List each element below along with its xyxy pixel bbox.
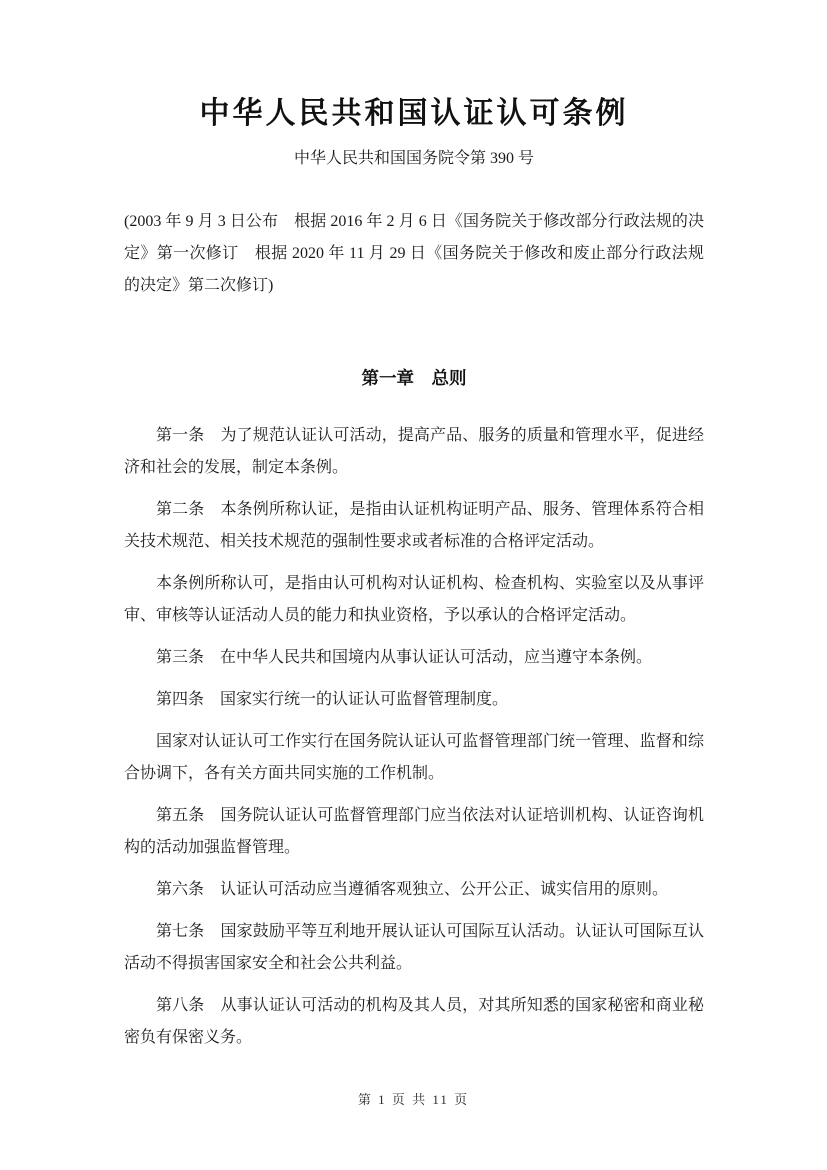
article-3: 第三条 在中华人民共和国境内从事认证认可活动，应当遵守本条例。 [156,649,653,666]
document-title: 中华人民共和国认证认可条例 [199,97,629,130]
article-4: 第四条 国家实行统一的认证认可监督管理制度。 [156,691,509,708]
article-7: 第七条 国家鼓励平等互利地开展认证认可国际互认活动。认证认可国际互认活动不得损害国家安全和社会公共利益。 [124,923,704,972]
article-6: 第六条 认证认可活动应当遵循客观独立、公开公正、诚实信用的原则。 [156,881,669,898]
revision-note: (2003 年 9 月 3 日公布 根据 2016 年 2 月 6 日《国务院关于修改部分行政法规的决定》第一次修订 根据 2020 年 11 月 29 日《国务院关于修改和废止部分行政法规的决定》第二次修订) [124,213,704,294]
article-8: 第八条 从事认证认可活动的机构及其人员，对其所知悉的国家秘密和商业秘密负有保密义务。 [124,997,704,1046]
decree-number: 中华人民共和国国务院令第 390 号 [293,150,534,167]
article-4-cont: 国家对认证认可工作实行在国务院认证认可监督管理部门统一管理、监督和综合协调下，各有关方面共同实施的工作机制。 [124,733,704,782]
article-1: 第一条 为了规范认证认可活动，提高产品、服务的质量和管理水平，促进经济和社会的发展，制定本条例。 [124,427,704,476]
page-number-footer: 第 1 页 共 11 页 [357,1092,470,1107]
article-2-cont: 本条例所称认可，是指由认可机构对认证机构、检查机构、实验室以及从事评审、审核等认证活动人员的能力和执业资格，予以承认的合格评定活动。 [124,575,704,624]
article-5: 第五条 国务院认证认可监督管理部门应当依法对认证培训机构、认证咨询机构的活动加强监督管理。 [124,807,704,856]
document-body [124,420,704,1054]
article-2: 第二条 本条例所称认证，是指由认证机构证明产品、服务、管理体系符合相关技术规范、相关技术规范的强制性要求或者标准的合格评定活动。 [124,501,704,550]
chapter-heading: 第一章 总则 [361,368,467,388]
